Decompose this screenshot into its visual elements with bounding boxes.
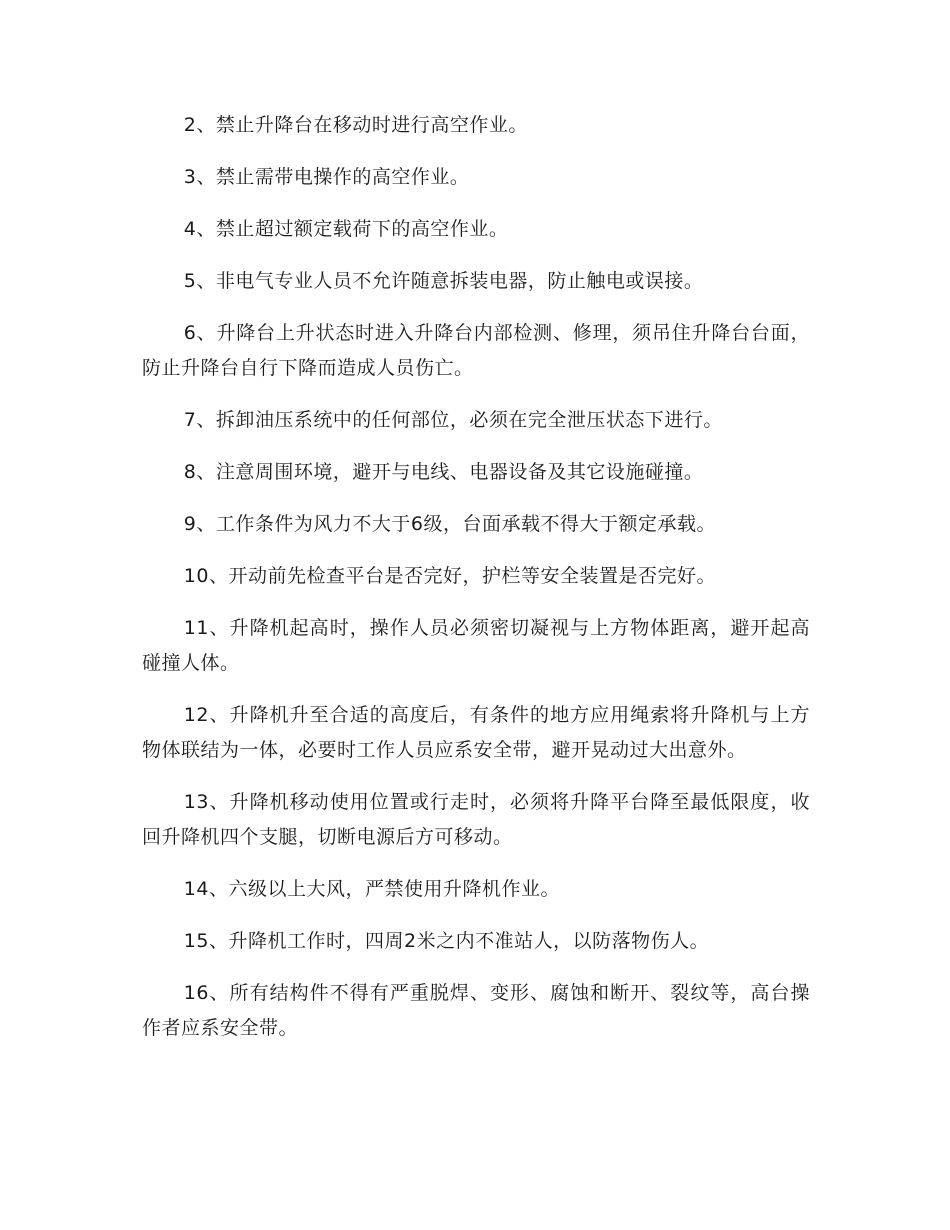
paragraph-item-10: 10、开动前先检查平台是否完好，护栏等安全装置是否完好。 [183,565,716,587]
paragraph-item-3: 3、禁止需带电操作的高空作业。 [183,166,470,188]
paragraph-item-6: 6、升降台上升状态时进入升降台内部检测、修理，须吊住升降台台面，防止升降台自行下降而造成人员伤亡。 [142,322,810,379]
paragraph-item-8: 8、注意周围环境，避开与电线、电器设备及其它设施碰撞。 [183,461,704,483]
paragraph-item-16: 16、所有结构件不得有严重脱焊、变形、腐蚀和断开、裂纹等，高台操作者应系安全带。 [142,982,810,1039]
paragraph-item-4: 4、禁止超过额定载荷下的高空作业。 [183,218,509,240]
paragraph-item-15: 15、升降机工作时，四周2米之内不准站人，以防落物伤人。 [183,930,710,952]
paragraph-item-2: 2、禁止升降台在移动时进行高空作业。 [183,114,528,136]
paragraph-item-12: 12、升降机升至合适的高度后，有条件的地方应用绳索将升降机与上方物体联结为一体，必要时工作人员应系安全带，避开晃动过大出意外。 [142,704,810,761]
document-body [142,108,810,1063]
paragraph-item-11: 11、升降机起高时，操作人员必须密切凝视与上方物体距离，避开起高碰撞人体。 [142,617,810,674]
paragraph-item-9: 9、工作条件为风力不大于6级，台面承载不得大于额定承载。 [183,513,716,535]
paragraph-item-7: 7、拆卸油压系统中的任何部位，必须在完全泄压状态下进行。 [183,409,723,431]
paragraph-item-5: 5、非电气专业人员不允许随意拆装电器，防止触电或误接。 [183,270,704,292]
paragraph-item-13: 13、升降机移动使用位置或行走时，必须将升降平台降至最低限度，收回升降机四个支腿，切断电源后方可移动。 [142,791,810,848]
paragraph-item-14: 14、六级以上大风，严禁使用升降机作业。 [183,878,560,900]
